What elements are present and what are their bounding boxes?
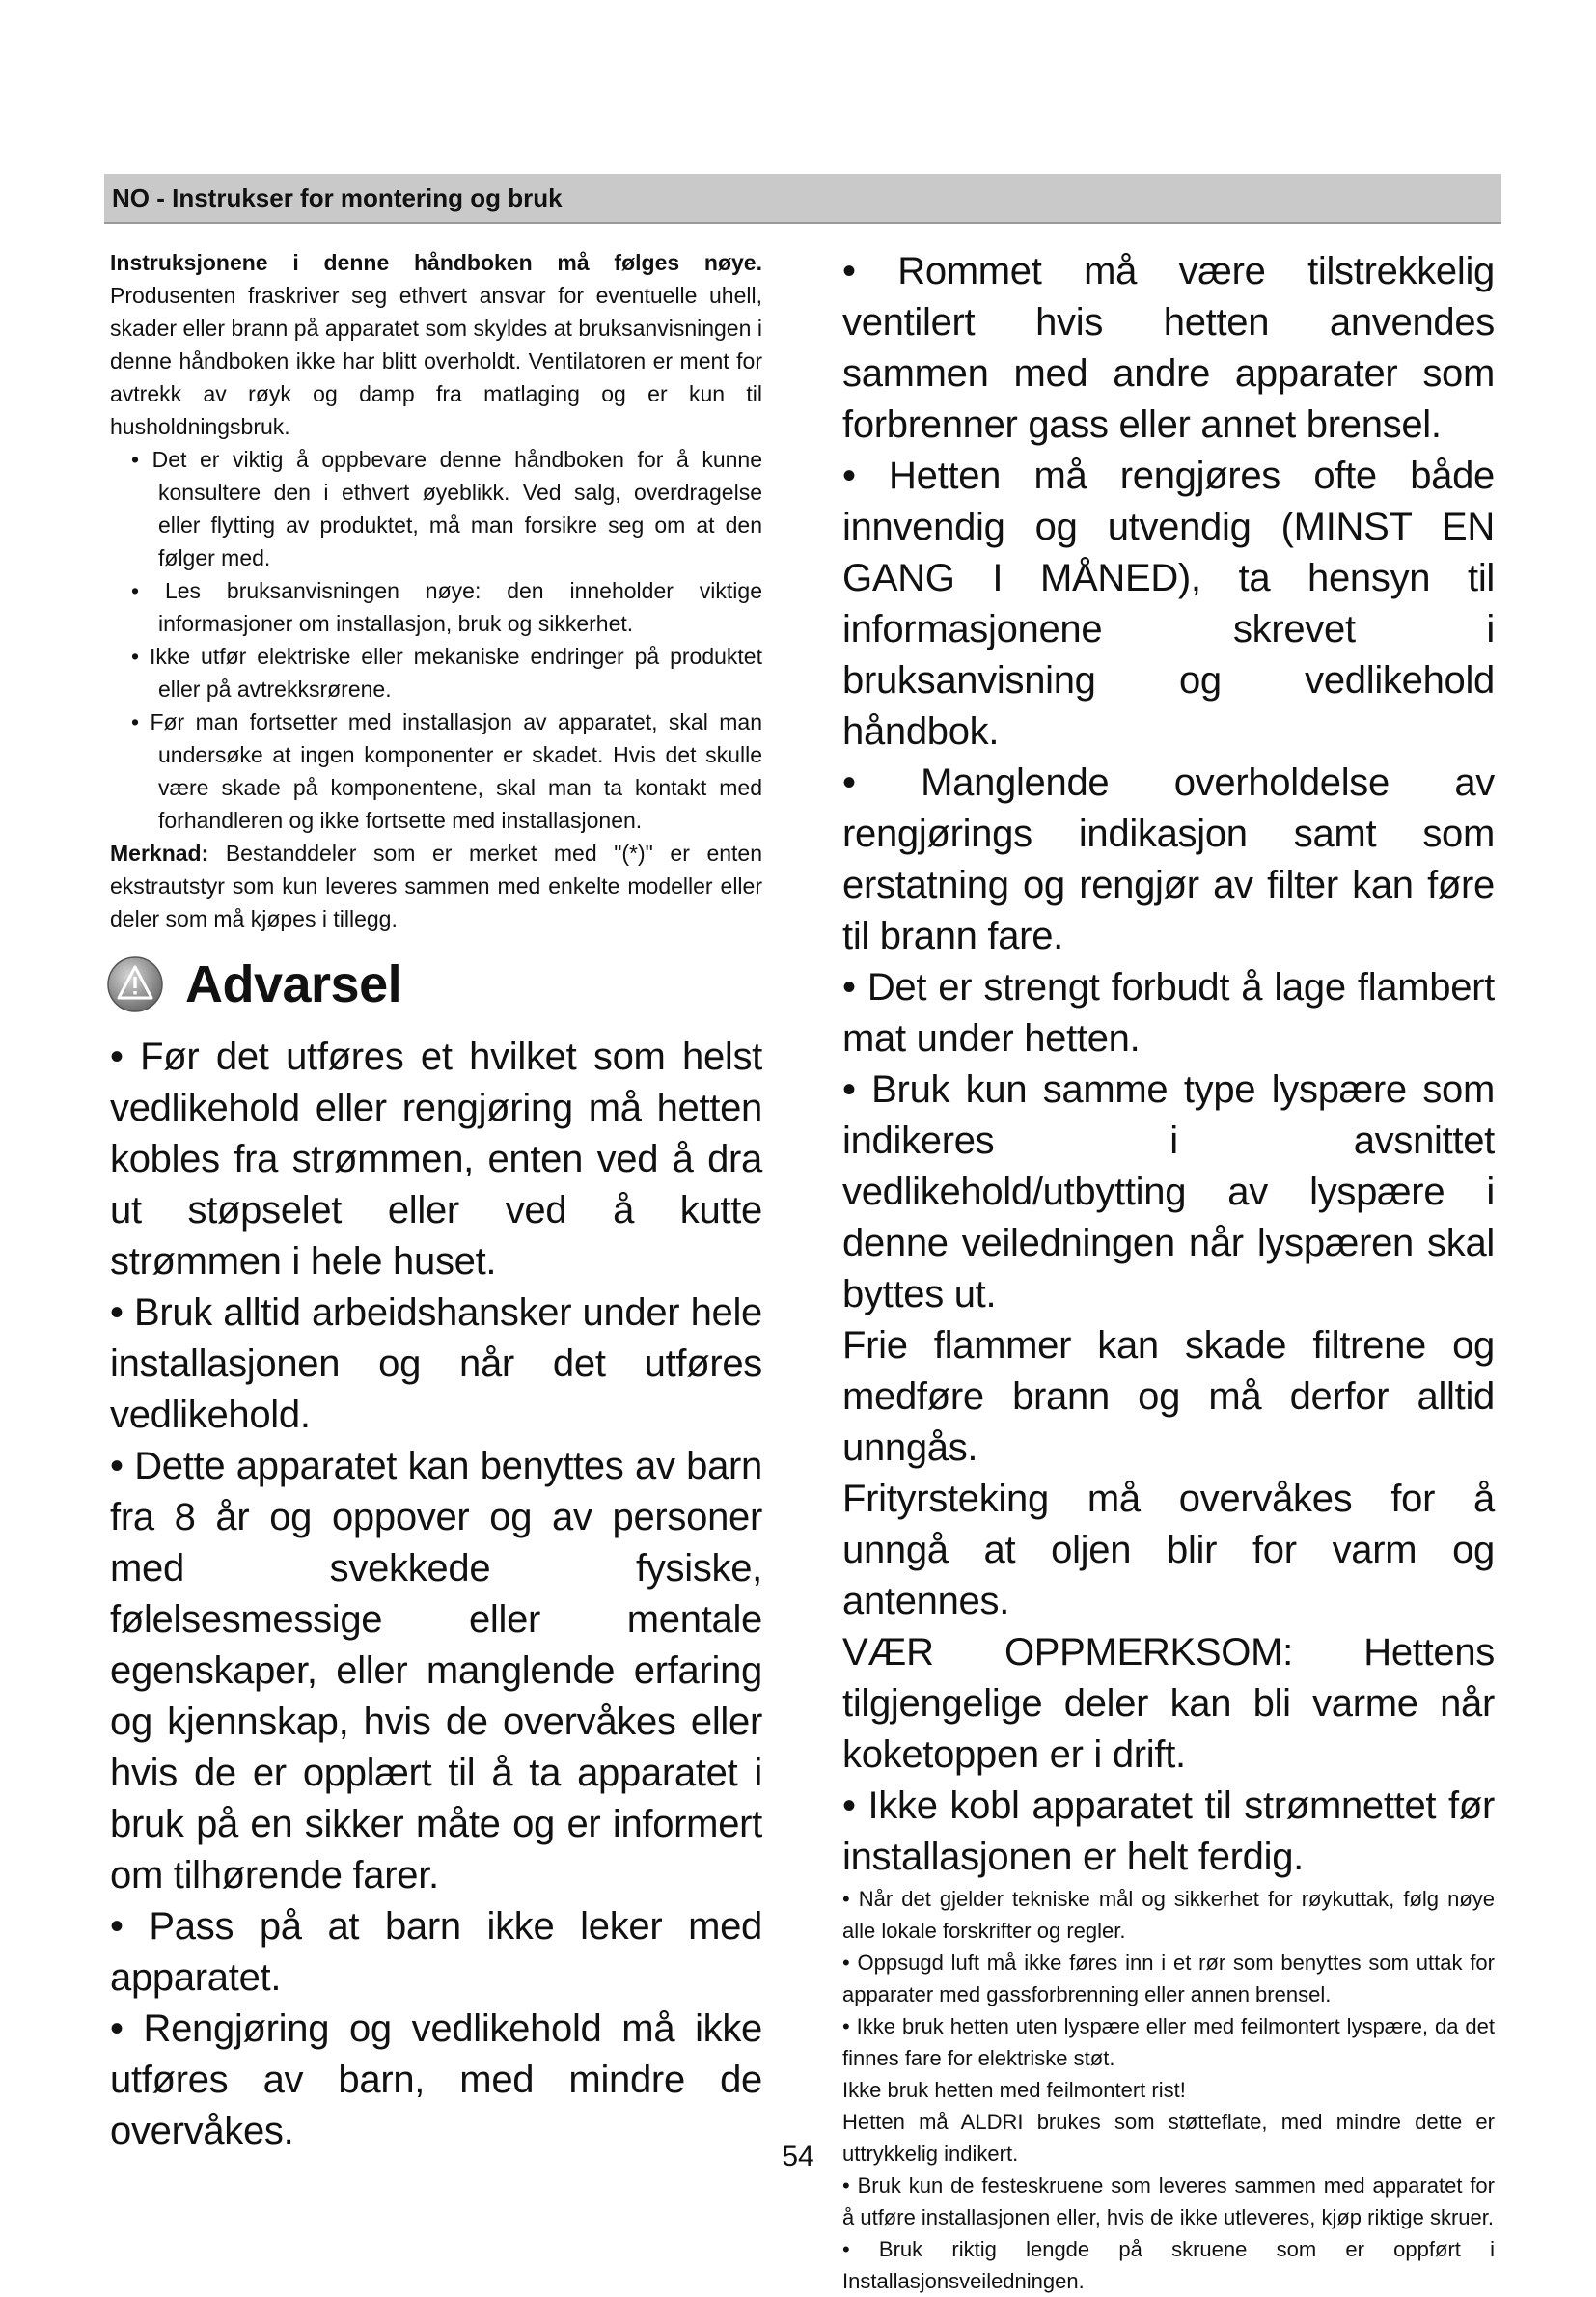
warning-paragraph: • Pass på at barn ikke leker med apparatet.	[110, 1905, 762, 1999]
warning-paragraph: • Bruk kun samme type lyspære som indikeres i avsnittet vedlikehold/utbytting av lyspære i denne veiledningen når lyspæren skal byttes ut.	[842, 1068, 1495, 1315]
safety-paragraph: • Når det gjelder tekniske mål og sikkerhet for røykuttak, følg nøye alle lokale forskrifter og regler.	[842, 1887, 1495, 1943]
right-column	[842, 246, 1495, 2297]
list-item: • Det er viktig å oppbevare denne håndboken for å kunne konsultere den i ethvert øyeblikk. Ved salg, overdragelse eller flytting av produktet, må man forsikre seg om at den følger med.	[131, 447, 762, 570]
note-paragraph	[110, 837, 762, 935]
warning-paragraph: • Dette apparatet kan benyttes av barn fra 8 år og oppover og av personer med svekkede fysiske, følelsesmessige eller mentale egenskaper, eller manglende erfaring og kjennskap, hvis de overvåkes eller hvis de er opplært til å ta apparatet i bruk på en sikker måte og er informert om tilhørende farer.	[110, 1445, 762, 1896]
warning-paragraph: • Rengjøring og vedlikehold må ikke utføres av barn, med mindre de overvåkes.	[110, 2007, 762, 2152]
safety-paragraph: • Oppsugd luft må ikke føres inn i et rør som benyttes som uttak for apparater med gassforbrenning eller annen brensel.	[842, 1951, 1495, 2006]
warning-paragraph: • Rommet må være tilstrekkelig ventilert hvis hetten anvendes sammen med andre apparater som forbrenner gass eller annet brensel.	[842, 250, 1495, 446]
warning-paragraph: Frie flammer kan skade filtrene og medføre brann og må derfor alltid unngås.	[842, 1324, 1495, 1469]
warning-paragraph: • Ikke kobl apparatet til strømnettet før installasjonen er helt ferdig.	[842, 1785, 1495, 1878]
list-item: • Ikke utfør elektriske eller mekaniske endringer på produktet eller på avtrekksrørene.	[131, 644, 762, 702]
warning-paragraph: • Bruk alltid arbeidshansker under hele installasjonen og når det utføres vedlikehold.	[110, 1291, 762, 1436]
page-number: 54	[782, 2141, 814, 2172]
warning-paragraph: • Før det utføres et hvilket som helst vedlikehold eller rengjøring må hetten kobles fra strømmen, enten ved å dra ut støpselet eller ved å kutte strømmen i hele huset.	[110, 1036, 762, 1283]
warning-heading	[106, 955, 762, 1014]
safety-paragraph: • Ikke bruk hetten uten lyspære eller med feilmontert lyspære, da det finnes fare for elektriske støt.	[842, 2014, 1495, 2070]
note-text: Bestanddeler som er merket med "(*)" er enten ekstrautstyr som kun leveres sammen med enkelte modeller eller deler som må kjøpes i tillegg.	[110, 841, 762, 931]
section-header-bar	[104, 174, 1501, 224]
safety-paragraph: • Bruk kun de festeskruene som leveres sammen med apparatet for å utføre installasjonen eller, hvis de ikke utleveres, kjøp riktige skruer.	[842, 2173, 1495, 2229]
safety-paragraph: Ikke bruk hetten med feilmontert rist!	[842, 2078, 1186, 2102]
safety-paragraph: • Bruk riktig lengde på skruene som er oppført i Installasjonsveiledningen.	[842, 2237, 1495, 2293]
warning-paragraph: • Det er strengt forbudt å lage flambert mat under hetten.	[842, 966, 1495, 1060]
section-title: NO - Instrukser for montering og bruk	[112, 183, 563, 212]
intro-paragraph	[110, 246, 762, 443]
warning-icon	[106, 955, 164, 1013]
note-label: Merknad:	[110, 841, 209, 866]
warning-paragraph: • Hetten må rengjøres ofte både innvendig og utvendig (MINST EN GANG I MÅNED), ta hensyn til informasjonene skrevet i bruksanvisning og vedlikehold håndbok.	[842, 455, 1495, 753]
warning-paragraph: VÆR OPPMERKSOM: Hettens tilgjengelige deler kan bli varme når koketoppen er i drift.	[842, 1631, 1495, 1776]
intro-text: Produsenten fraskriver seg ethvert ansvar for eventuelle uhell, skader eller brann på apparatet som skyldes at bruksanvisningen i denne håndboken ikke har blitt overholdt. Ventilatoren er ment for avtrekk av røyk og damp fra matlaging og er kun til husholdningsbruk.	[110, 283, 762, 439]
list-item: • Les bruksanvisningen nøye: den inneholder viktige informasjoner om installasjon, bruk og sikkerhet.	[131, 578, 762, 636]
warning-title: Advarsel	[185, 955, 402, 1013]
safety-paragraph: Hetten må ALDRI brukes som støtteflate, med mindre dette er uttrykkelig indikert.	[842, 2110, 1495, 2166]
list-item: • Før man fortsetter med installasjon av apparatet, skal man undersøke at ingen komponenter er skadet. Hvis det skulle være skade på komponentene, skal man ta kontakt med forhandleren og ikke fortsette med installasjonen.	[131, 709, 762, 833]
warning-paragraph: • Manglende overholdelse av rengjørings indikasjon samt som erstatning og rengjør av filter kan føre til brann fare.	[842, 761, 1495, 957]
intro-bold: Instruksjonene i denne håndboken må følges nøye.	[110, 250, 762, 275]
warning-paragraph: Frityrsteking må overvåkes for å unngå at oljen blir for varm og antennes.	[842, 1478, 1495, 1622]
left-column	[110, 246, 762, 2157]
